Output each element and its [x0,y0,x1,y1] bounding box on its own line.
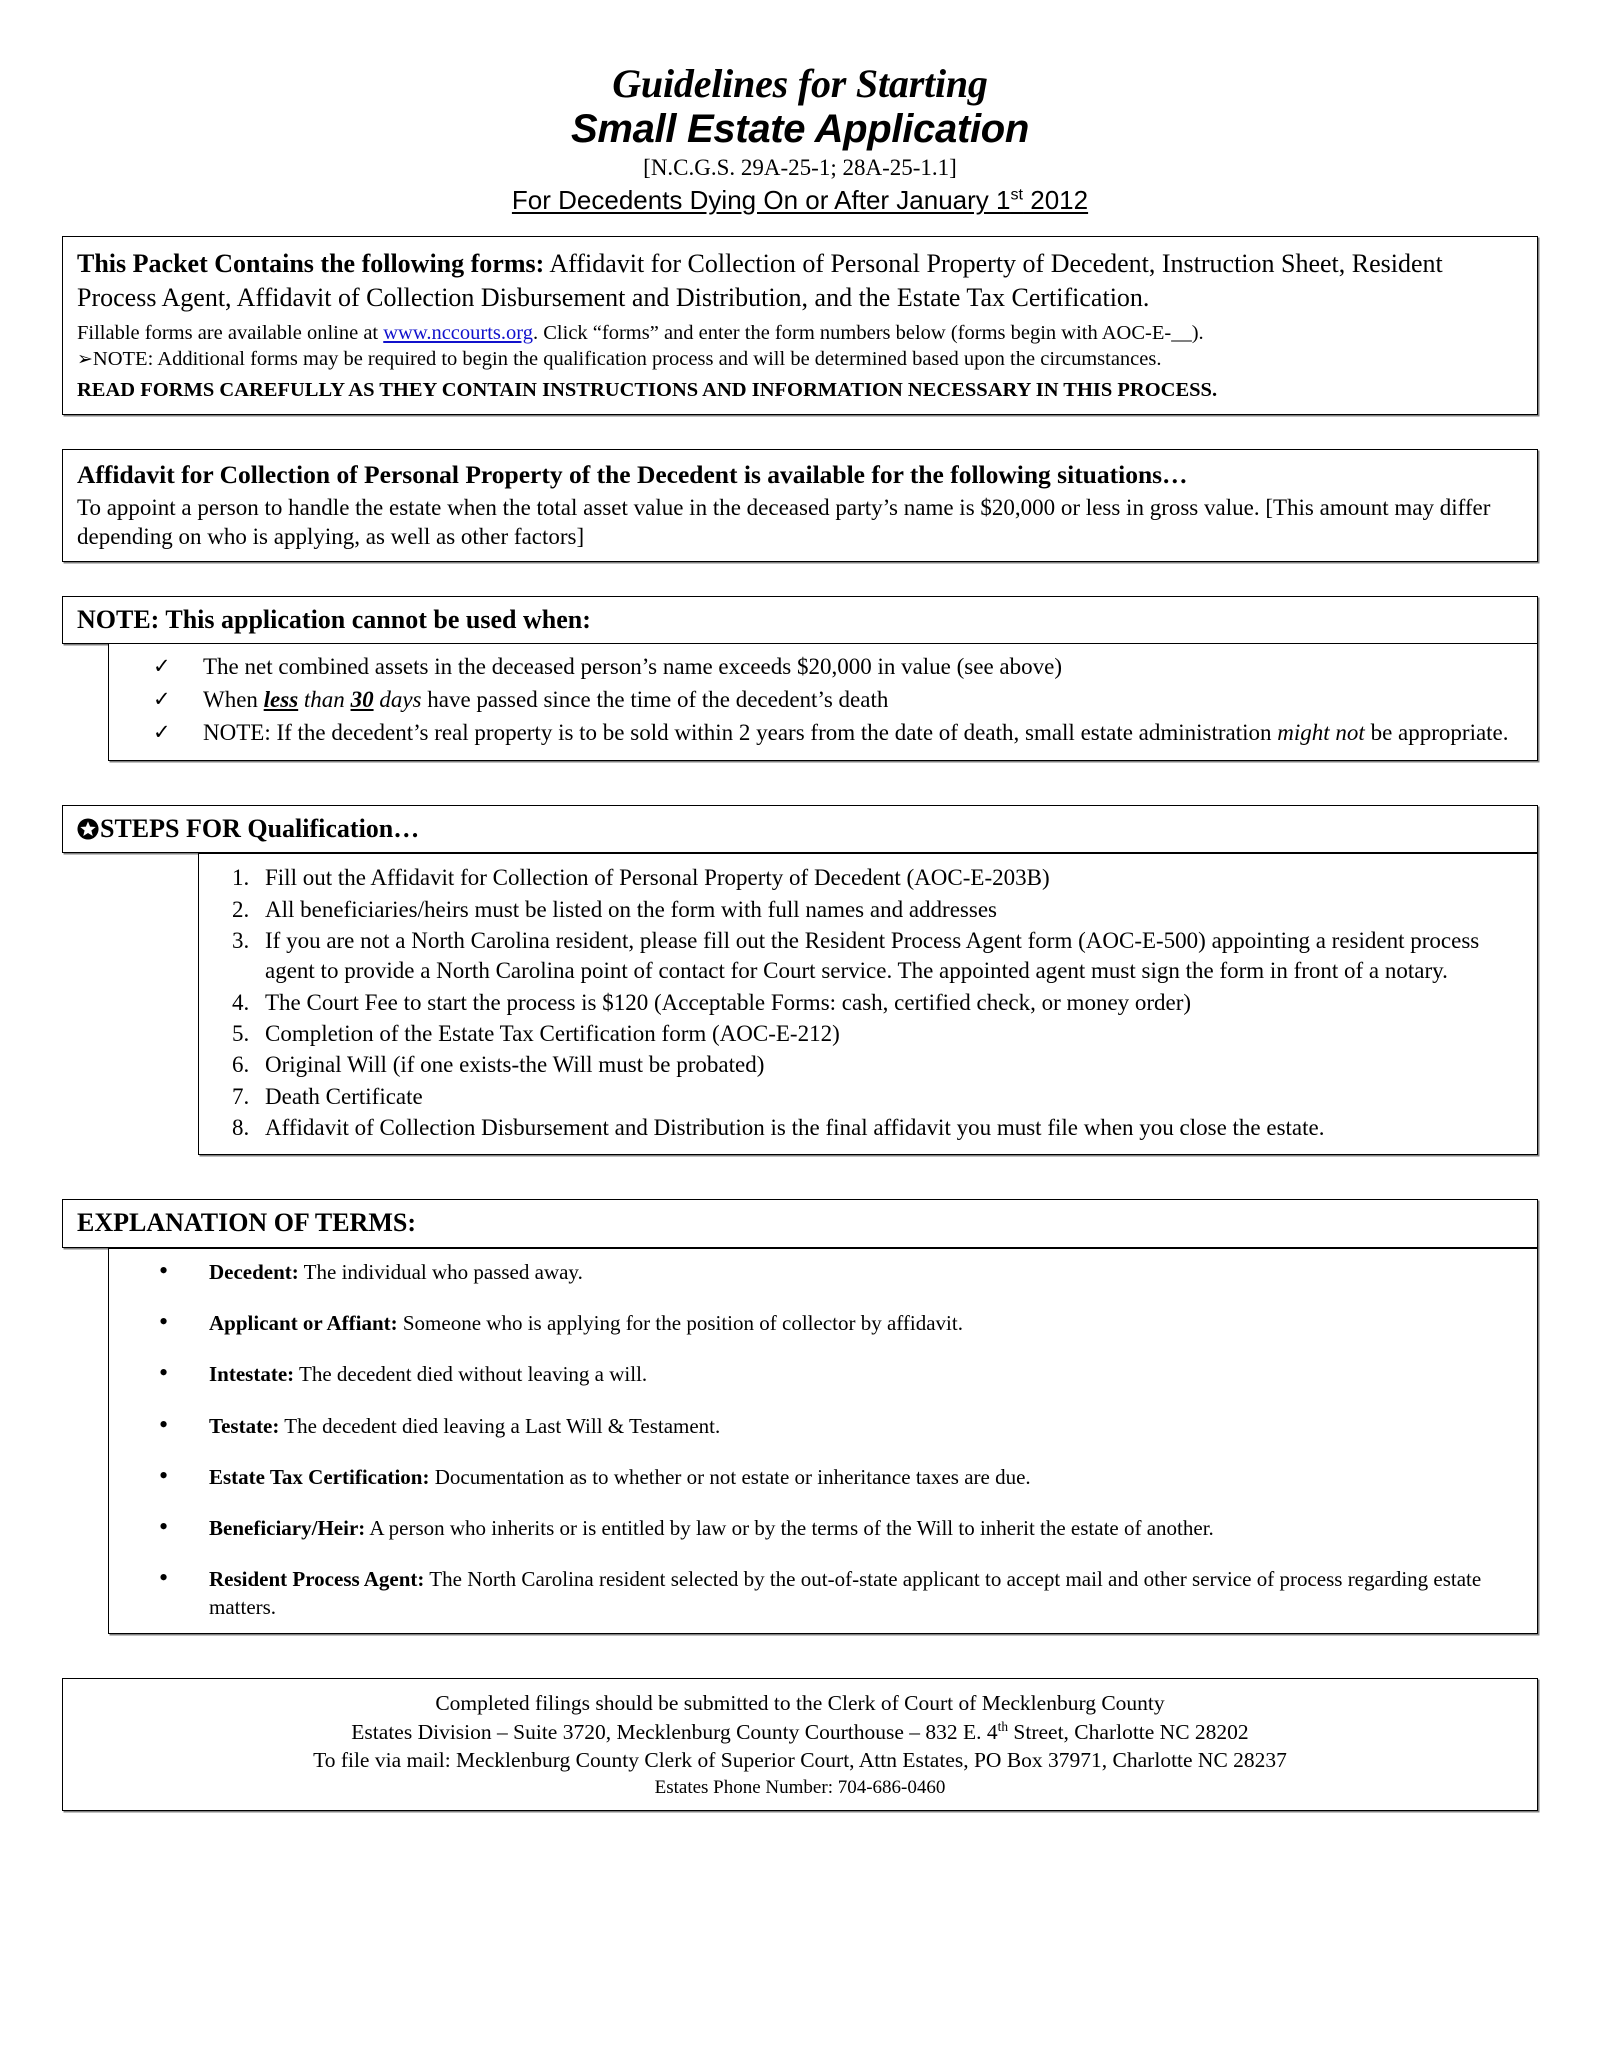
steps-heading-text: STEPS FOR Qualification… [100,814,420,844]
page-title-line-1: Guidelines for Starting [612,61,988,106]
text-fragment-italic: might not [1277,719,1365,745]
bullet-icon: • [159,1306,169,1336]
packet-lead-rest: Affidavit for Collection of Personal Property of Decedent, Instruction Sheet, Resident Process Agent, Affidavit of Collection Disbursement and Distribution, and the Estate Tax Certification. [77,249,1443,312]
arrow-bullet-icon: ➢ [77,347,93,370]
term-name: Intestate: [209,1362,295,1387]
cannot-be-used-heading: NOTE: This application cannot be used when: [62,596,1538,644]
list-item-text [203,687,888,712]
spacer [62,562,1538,596]
bullet-icon: • [159,1460,169,1490]
steps-list [199,863,1521,1143]
term-definition: Documentation as to whether or not estate or inheritance taxes are due. [429,1464,1031,1489]
black-circle-star-icon [77,816,99,838]
list-item [153,1255,1521,1286]
bullet-icon: • [159,1563,169,1593]
list-item: 8. Affidavit of Collection Disbursement and Distribution is the final affidavit you must file when you close the estate. [255,1113,1521,1143]
checkmark-icon: ✓ [153,719,171,744]
list-item: 2. All beneficiaries/heirs must be listed on the form with full names and addresses [255,895,1521,925]
document-title-block [62,62,1538,218]
steps-heading [62,805,1538,853]
effective-date-ordinal: st [1010,185,1024,204]
footer-phone-line: Estates Phone Number: 704-686-0460 [654,1776,946,1798]
effective-date-suffix: 2012 [1023,185,1089,216]
footer-line-1: Completed filings should be submitted to the Clerk of Court of Mecklenburg County [435,1690,1165,1715]
term-name: Estate Tax Certification: [209,1464,430,1489]
term-definition: The North Carolina resident selected by the out-of-state applicant to accept mail and other service of process regarding estate matters. [209,1567,1482,1619]
spacer [62,1634,1538,1678]
explanation-of-terms-list-box [108,1248,1538,1634]
packet-lead-paragraph [77,247,1523,315]
bullet-icon: • [159,1358,169,1388]
list-item [153,1358,1521,1388]
bullet-icon: • [159,1512,169,1542]
packet-contents-box [62,236,1538,415]
fillable-before-text: Fillable forms are available online at [77,321,384,344]
spacer [62,761,1538,805]
list-item [153,1460,1521,1491]
text-fragment: NOTE: If the decedent’s real property is to be sold within 2 years from the date of death, small estate administration [203,719,1278,745]
footer-line-2 [79,1718,1521,1747]
text-fragment: be appropriate. [1364,719,1509,745]
bullet-icon: • [159,1409,169,1439]
list-item [153,1306,1521,1337]
list-item [153,718,1523,749]
list-item-text [203,720,1509,745]
read-forms-warning: READ FORMS CAREFULLY AS THEY CONTAIN INSTRUCTIONS AND INFORMATION NECESSARY IN THIS PROCESS. [77,379,1218,402]
text-fragment-emphasis: 30 [350,686,374,712]
list-item [153,1409,1521,1440]
footer-line-2-before: Estates Division – Suite 3720, Mecklenburg County Courthouse – 832 E. 4 [351,1719,998,1744]
statute-citation: [N.C.G.S. 29A-25-1; 28A-25-1.1] [643,154,957,180]
term-name: Applicant or Affiant: [209,1310,398,1335]
additional-forms-note-text: NOTE: Additional forms may be required to begin the qualification process and will be determined based upon the circumstances. [92,347,1162,370]
bullet-icon: • [159,1255,169,1285]
spacer [62,415,1538,449]
term-definition: Someone who is applying for the position of collector by affidavit. [397,1310,963,1335]
text-fragment-italic: days [373,686,422,712]
checkmark-icon: ✓ [153,654,171,679]
filing-instructions-footer [62,1678,1538,1811]
list-item [153,652,1523,683]
text-fragment-italic: than [298,686,351,712]
list-item [153,1512,1521,1542]
affidavit-availability-body: To appoint a person to handle the estate when the total asset value in the deceased party’s name is $20,000 or less in gross value. [This amount may differ depending on who is applying, as well as other factors] [77,494,1491,550]
term-name: Resident Process Agent: [209,1567,425,1592]
list-item: 4. The Court Fee to start the process is $120 (Acceptable Forms: cash, certified check, or money order) [255,988,1521,1018]
term-name: Decedent: [209,1259,299,1284]
text-fragment: have passed since the time of the decedent’s death [421,686,889,712]
term-definition: The decedent died leaving a Last Will & Testament. [279,1413,721,1438]
terms-list [109,1255,1521,1621]
nccourts-link[interactable]: www.nccourts.org [383,321,533,344]
term-definition: A person who inherits or is entitled by law or by the terms of the Will to inherit the estate of another. [365,1516,1214,1541]
checkmark-icon: ✓ [153,686,171,711]
spacer [62,1155,1538,1199]
list-item: 3. If you are not a North Carolina resident, please fill out the Resident Process Agent form (AOC-E-500) appointing a resident process agent to provide a North Carolina point of contact for Court service. The appointed agent must sign the form in front of a notary. [255,926,1521,987]
explanation-of-terms-heading: EXPLANATION OF TERMS: [62,1199,1538,1247]
steps-for-qualification-section [62,805,1538,1155]
effective-date-line [62,184,1538,218]
fillable-forms-line [77,321,1523,347]
list-item: 7. Death Certificate [255,1082,1521,1112]
list-item: 5. Completion of the Estate Tax Certification form (AOC-E-212) [255,1019,1521,1049]
footer-line-2-after: Street, Charlotte NC 28202 [1008,1719,1249,1744]
text-fragment: When [203,686,264,712]
term-name: Beneficiary/Heir: [209,1516,366,1541]
explanation-of-terms-section [62,1199,1538,1634]
additional-forms-note [77,347,1523,373]
term-name: Testate: [209,1413,280,1438]
text-fragment-emphasis: less [263,686,299,712]
list-item [153,1563,1521,1621]
list-item: 6. Original Will (if one exists-the Will must be probated) [255,1050,1521,1080]
affidavit-availability-heading: Affidavit for Collection of Personal Property of the Decedent is available for the following situations… [77,460,1188,490]
packet-lead-bold: This Packet Contains the following forms: [77,249,545,279]
affidavit-availability-box [62,449,1538,562]
cannot-be-used-list-box [108,644,1538,761]
list-item-text: The net combined assets in the deceased person’s name exceeds $20,000 in value (see above) [203,654,1062,680]
list-item: 1. Fill out the Affidavit for Collection of Personal Property of Decedent (AOC-E-203B) [255,863,1521,893]
term-definition: The individual who passed away. [298,1259,583,1284]
steps-list-box [198,853,1538,1155]
page-title-line-2: Small Estate Application [570,106,1030,151]
term-definition: The decedent died without leaving a will. [294,1362,648,1387]
cannot-be-used-list [109,652,1523,748]
effective-date-prefix: For Decedents Dying On or After January 1 [511,185,1011,216]
footer-line-3: To file via mail: Mecklenburg County Clerk of Superior Court, Attn Estates, PO Box 37971, Charlotte NC 28237 [313,1748,1287,1773]
fillable-after-text: . Click “forms” and enter the form numbers below (forms begin with AOC-E-__). [533,321,1204,344]
list-item [153,685,1523,716]
cannot-be-used-section [62,596,1538,761]
footer-line-2-ordinal: th [997,1718,1009,1734]
